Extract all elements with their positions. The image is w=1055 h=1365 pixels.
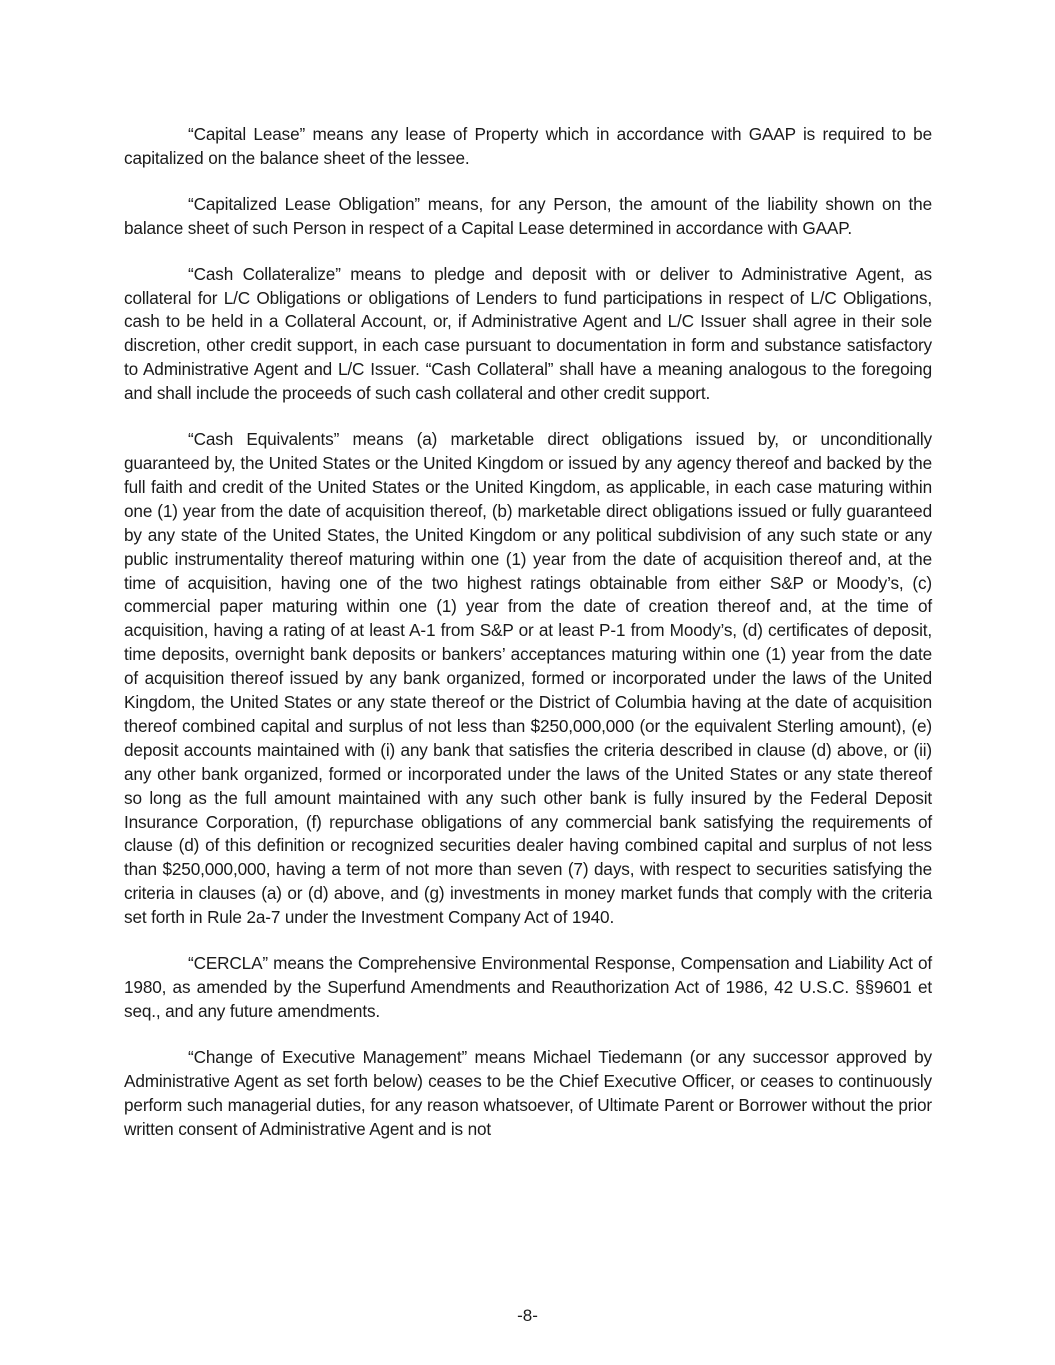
definition-cash-collateralize: “Cash Collateralize” means to pledge and deposit with or deliver to Administrative Agent, as collateral for L/C Obligations or obligations of Lenders to fund participations in respect of L/C Obligations, cash to be held in a Collateral Account, or, if Administrative Agent and L/C Issuer shall agree in their sole discretion, other credit support, in each case pursuant to documentation in form and substance satisfactory to Administrative Agent and L/C Issuer. “Cash Collateral” shall have a meaning analogous to the foregoing and shall include the proceeds of such cash collateral and other credit support. (124, 263, 932, 404)
definition-cash-equivalents: “Cash Equivalents” means (a) marketable direct obligations issued by, or unconditionally guaranteed by, the United States or the United Kingdom or issued by any agency thereof and backed by the full faith and credit of the United States or the United Kingdom, as applicable, in each case maturing within one (1) year from the date of acquisition thereof, (b) marketable direct obligations issued or fully guaranteed by any state of the United States, the United Kingdom or any political subdivision of any such state or any public instrumentality thereof maturing within one (1) year from the date of acquisition thereof and, at the time of acquisition, having one of the two highest ratings obtainable from either S&P or Moody’s, (c) commercial paper maturing within one (1) year from the date of creation thereof and, at the time of acquisition, having a rating of at least A-1 from S&P or at least P-1 from Moody’s, (d) certificates of deposit, time deposits, overnight bank deposits or bankers’ acceptances maturing within one (1) year from the date of acquisition thereof issued by any bank organized, formed or incorporated under the laws of the United Kingdom, the United States or any state thereof or the District of Columbia having at the date of acquisition thereof combined capital and surplus of not less than $250,000,000 (or the equivalent Sterling amount), (e) deposit accounts maintained with (i) any bank that satisfies the criteria described in clause (d) above, or (ii) any other bank organized, formed or incorporated under the laws of the United States or any state thereof so long as the full amount maintained with any such other bank is fully insured by the Federal Deposit Insurance Corporation, (f) repurchase obligations of any commercial bank satisfying the requirements of clause (d) of this definition or recognized securities dealer having combined capital and surplus of not less than $250,000,000, having a term of not more than seven (7) days, with respect to securities satisfying the criteria in clauses (a) or (d) above, and (g) investments in money market funds that comply with the criteria set forth in Rule 2a-7 under the Investment Company Act of 1940. (124, 429, 932, 928)
definition-capital-lease: “Capital Lease” means any lease of Property which in accordance with GAAP is required to be capitalized on the balance sheet of the lessee. (124, 124, 932, 168)
page-number: -8- (517, 1306, 538, 1325)
document-body (124, 123, 932, 1141)
definition-capitalized-lease-obligation: “Capitalized Lease Obligation” means, for any Person, the amount of the liability shown on the balance sheet of such Person in respect of a Capital Lease determined in accordance with GAAP. (124, 193, 932, 238)
definition-change-of-executive-management: “Change of Executive Management” means Michael Tiedemann (or any successor approved by Administrative Agent as set forth below) ceases to be the Chief Executive Officer, or ceases to continuously perform such managerial duties, for any reason whatsoever, of Ultimate Parent or Borrower without the prior written consent of Administrative Agent and is not (124, 1046, 932, 1139)
definition-cercla: “CERCLA” means the Comprehensive Environmental Response, Compensation and Liability Act of 1980, as amended by the Superfund Amendments and Reauthorization Act of 1986, 42 U.S.C. §§9601 et seq., and any future amendments. (124, 953, 932, 1021)
